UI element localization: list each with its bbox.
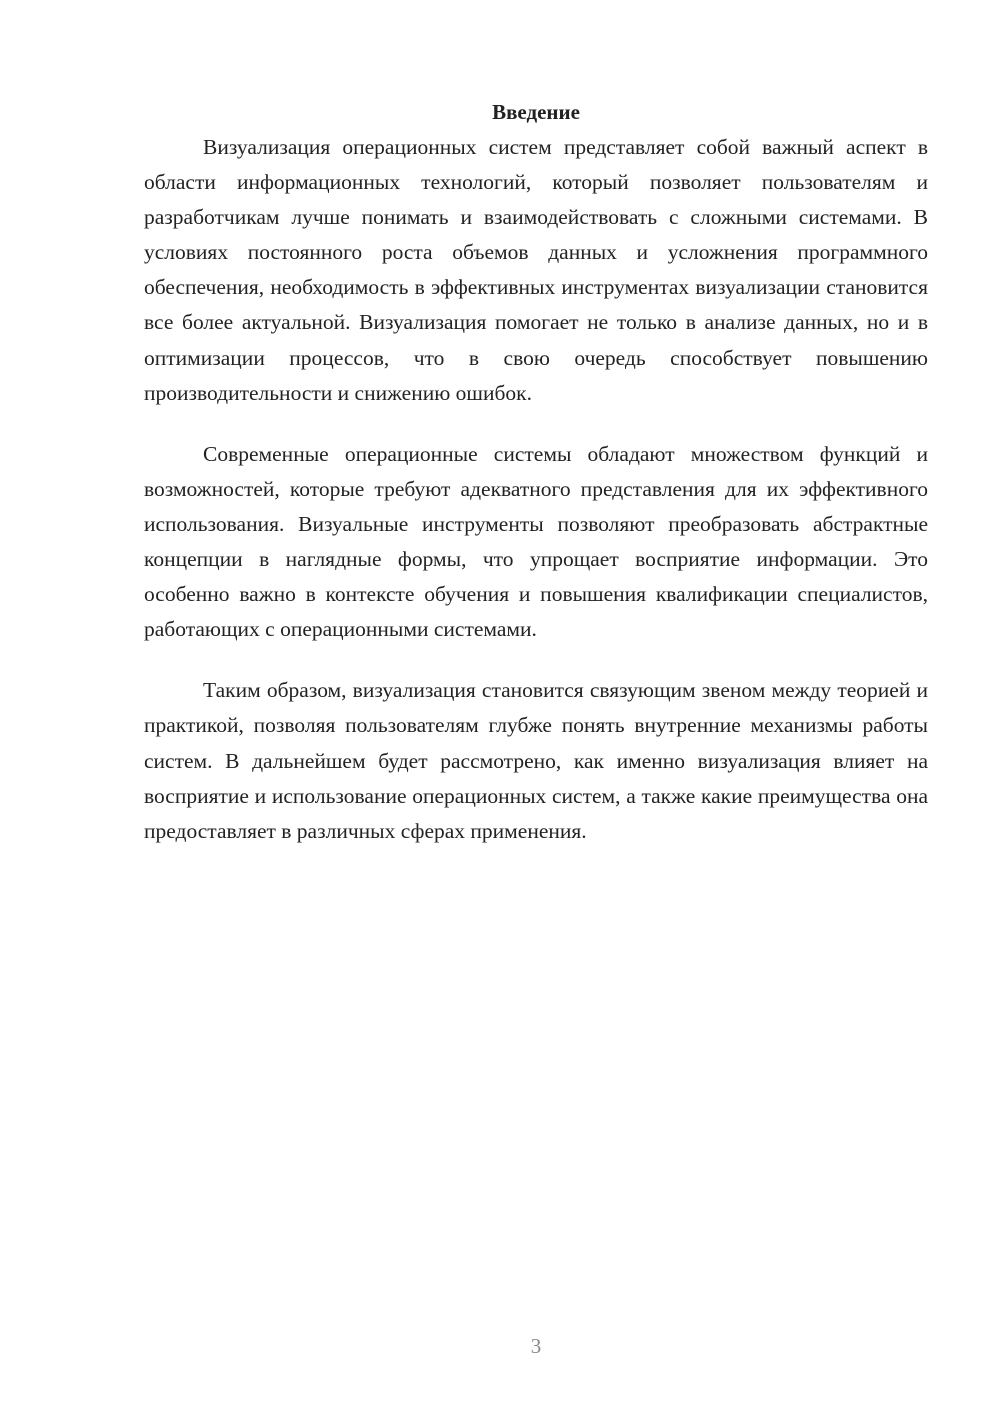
page-number: 3 bbox=[530, 1334, 542, 1358]
section-heading: Введение bbox=[492, 100, 580, 124]
paragraph-2: Современные операционные системы обладают множеством функций и возможностей, которые требуют адекватного представления для их эффективного использования. Визуальные инструменты позволяют преобразовать абстрактные концепции в наглядные формы, что упрощает восприятие информации. Это особенно важно в контексте обучения и повышения квалификации специалистов, работающих с операционными системами. bbox=[144, 441, 928, 642]
paragraph-1: Визуализация операционных систем представляет собой важный аспект в области информационных технологий, который позволяет пользователям и разработчикам лучше понимать и взаимодействовать с сложными системами. В условиях постоянного роста объемов данных и усложнения программного обеспечения, необходимость в эффективных инструментах визуализации становится все более актуальной. Визуализация помогает не только в анализе данных, но и в оптимизации процессов, что в свою очередь способствует повышению производительности и снижению ошибок. bbox=[144, 135, 928, 405]
page-content bbox=[144, 95, 928, 875]
paragraph-3: Таким образом, визуализация становится связующим звеном между теорией и практикой, позволяя пользователям глубже понять внутренние механизмы работы систем. В дальнейшем будет рассмотрено, как именно визуализация влияет на восприятие и использование операционных систем, а также какие преимущества она предоставляет в различных сферах применения. bbox=[144, 678, 928, 843]
